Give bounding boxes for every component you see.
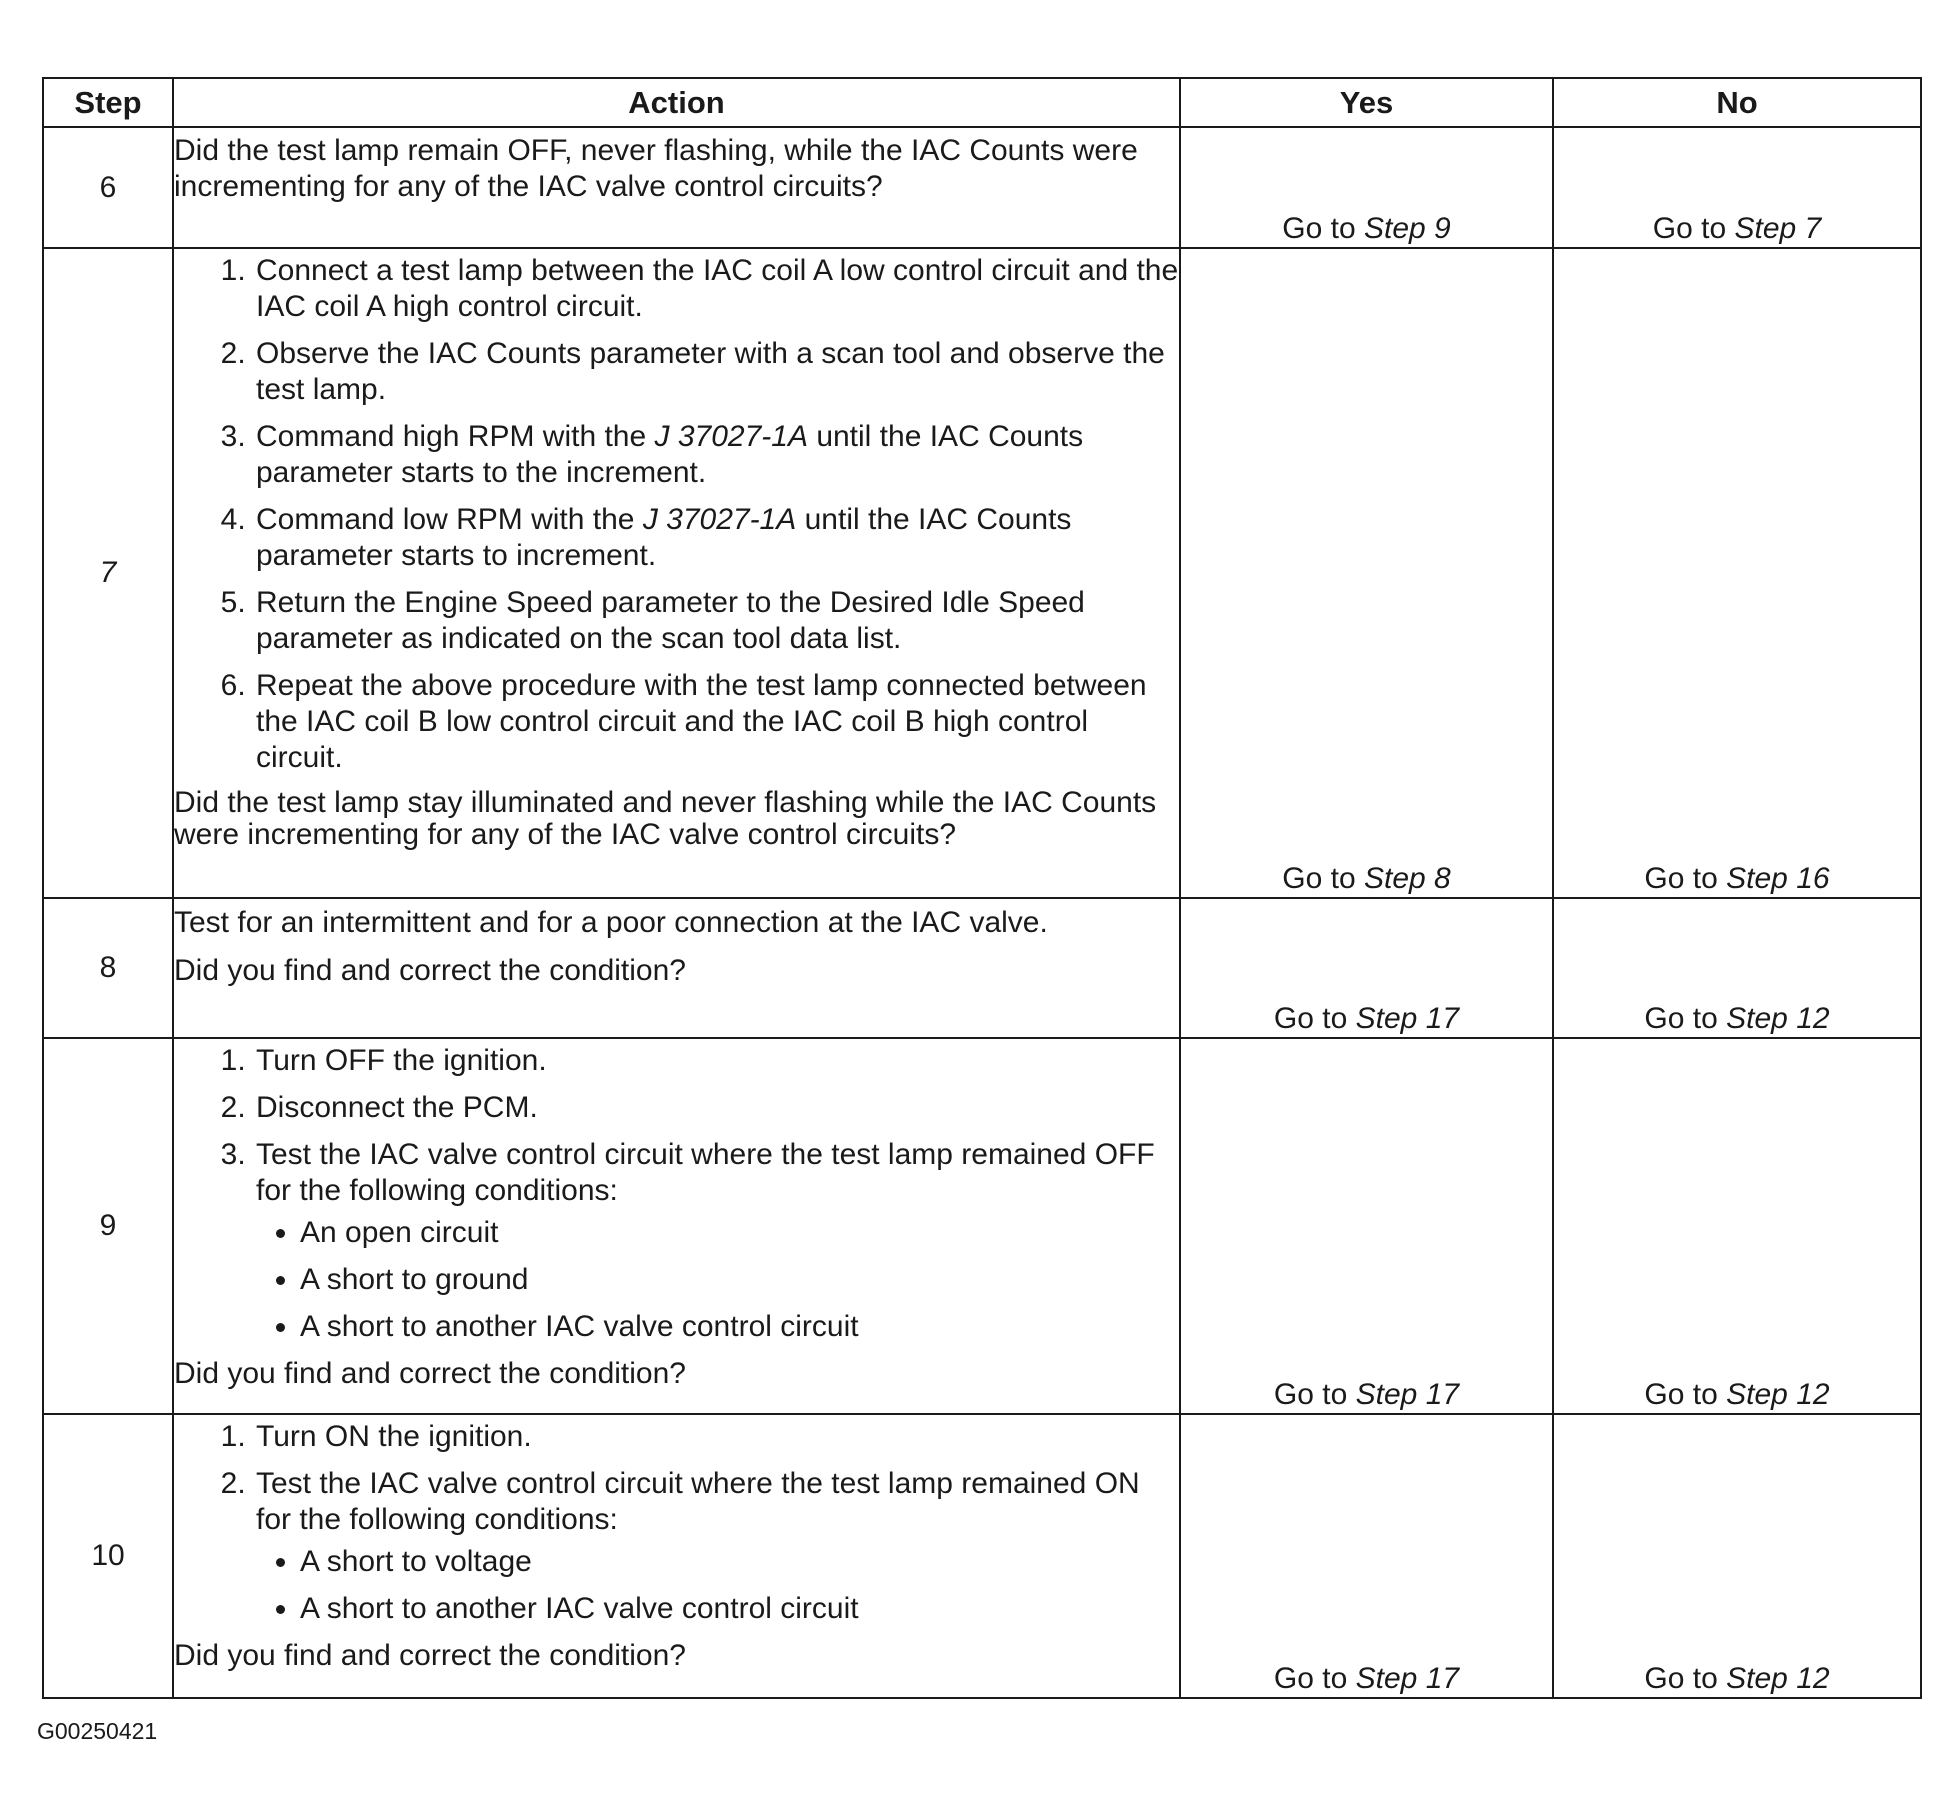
procedure-list [174, 1043, 1179, 1345]
item-text: Test the IAC valve control circuit where the test lamp remained OFF for the following conditions: [256, 1138, 1155, 1207]
action-text: Test for an intermittent and for a poor connection at the IAC valve. [174, 906, 1048, 939]
action-cell [173, 898, 1180, 1038]
table-row [43, 1414, 1921, 1698]
condition-item: • A short to another IAC valve control circuit [300, 1591, 1179, 1627]
no-cell [1553, 898, 1921, 1038]
no-prefix: Go to [1644, 1662, 1718, 1695]
condition-item: • A short to ground [300, 1262, 1179, 1298]
yes-prefix: Go to [1273, 1002, 1348, 1035]
procedure-item [254, 1466, 1179, 1627]
action-question: Did the test lamp remain OFF, never flashing, while the IAC Counts were incrementing for any of the IAC valve control circuits? [174, 134, 1138, 203]
no-cell [1553, 127, 1921, 248]
step-number: 6 [43, 127, 173, 248]
procedure-item: 1. Turn OFF the ignition. [254, 1043, 1179, 1079]
yes-target: Step 17 [1355, 1378, 1460, 1411]
step-number: 7 [43, 248, 173, 898]
table-row [43, 898, 1921, 1038]
step-number: 10 [43, 1414, 173, 1698]
procedure-item: 2. Disconnect the PCM. [254, 1090, 1179, 1126]
no-prefix: Go to [1652, 212, 1727, 245]
yes-target: Step 17 [1355, 1662, 1460, 1695]
procedure-item [254, 419, 1179, 491]
procedure-item [254, 502, 1179, 574]
procedure-item: 5. Return the Engine Speed parameter to the Desired Idle Speed parameter as indicated on the scan tool data list. [254, 585, 1179, 657]
procedure-item [254, 1137, 1179, 1345]
no-prefix: Go to [1644, 862, 1718, 895]
action-cell [173, 1414, 1180, 1698]
procedure-item: 6. Repeat the above procedure with the test lamp connected between the IAC coil B low control circuit and the IAC coil B high control circuit. [254, 668, 1179, 776]
yes-cell [1180, 248, 1553, 898]
item-text: Test the IAC valve control circuit where the test lamp remained ON for the following conditions: [256, 1467, 1140, 1536]
diagnostic-table [42, 77, 1922, 1699]
header-step: Step [43, 78, 173, 127]
tool-reference: J 37027-1A [654, 420, 808, 453]
item-text: Command high RPM with the [256, 420, 647, 453]
procedure-item: 2. Observe the IAC Counts parameter with a scan tool and observe the test lamp. [254, 336, 1179, 408]
action-question: Did you find and correct the condition? [174, 954, 686, 987]
condition-item: • A short to voltage [300, 1544, 1179, 1580]
procedure-item: 1. Connect a test lamp between the IAC coil A low control circuit and the IAC coil A high control circuit. [254, 253, 1179, 325]
yes-prefix: Go to [1282, 212, 1356, 245]
item-text: Command low RPM with the [256, 503, 635, 536]
yes-target: Step 17 [1355, 1002, 1460, 1035]
action-cell [173, 1038, 1180, 1414]
no-cell [1553, 1038, 1921, 1414]
action-question: Did the test lamp stay illuminated and never flashing while the IAC Counts were incrementing for any of the IAC valve control circuits? [174, 786, 1157, 851]
yes-target: Step 8 [1363, 862, 1451, 895]
no-cell [1553, 248, 1921, 898]
tool-reference: J 37027-1A [642, 503, 797, 536]
item-text: until the IAC Counts parameter starts to increment. [256, 503, 1072, 572]
action-question: Did you find and correct the condition? [174, 1639, 686, 1672]
procedure-list [174, 253, 1179, 776]
header-row [43, 78, 1921, 127]
no-target: Step 7 [1734, 212, 1822, 245]
no-prefix: Go to [1644, 1002, 1718, 1035]
action-cell [173, 248, 1180, 898]
step-number: 8 [43, 898, 173, 1038]
condition-item: • A short to another IAC valve control circuit [300, 1309, 1179, 1345]
condition-list [256, 1544, 1179, 1627]
yes-prefix: Go to [1273, 1378, 1348, 1411]
header-action: Action [173, 78, 1180, 127]
table-row [43, 1038, 1921, 1414]
yes-cell [1180, 127, 1553, 248]
procedure-item: 1. Turn ON the ignition. [254, 1419, 1179, 1455]
header-yes: Yes [1180, 78, 1553, 127]
action-cell [173, 127, 1180, 248]
figure-id: G00250421 [37, 1718, 158, 1744]
item-text: until the IAC Counts parameter starts to the increment. [256, 420, 1084, 489]
yes-cell [1180, 1038, 1553, 1414]
no-cell [1553, 1414, 1921, 1698]
step-number: 9 [43, 1038, 173, 1414]
no-target: Step 12 [1726, 1378, 1830, 1411]
yes-cell [1180, 898, 1553, 1038]
condition-item: • An open circuit [300, 1215, 1179, 1251]
yes-cell [1180, 1414, 1553, 1698]
condition-list [256, 1215, 1179, 1345]
action-question: Did you find and correct the condition? [174, 1357, 686, 1390]
no-target: Step 16 [1726, 862, 1830, 895]
table-row [43, 248, 1921, 898]
no-target: Step 12 [1726, 1662, 1830, 1695]
no-target: Step 12 [1726, 1002, 1830, 1035]
yes-prefix: Go to [1282, 862, 1356, 895]
header-no: No [1553, 78, 1921, 127]
procedure-list [174, 1419, 1179, 1627]
no-prefix: Go to [1644, 1378, 1718, 1411]
table-row [43, 127, 1921, 248]
yes-prefix: Go to [1273, 1662, 1348, 1695]
yes-target: Step 9 [1363, 212, 1451, 245]
